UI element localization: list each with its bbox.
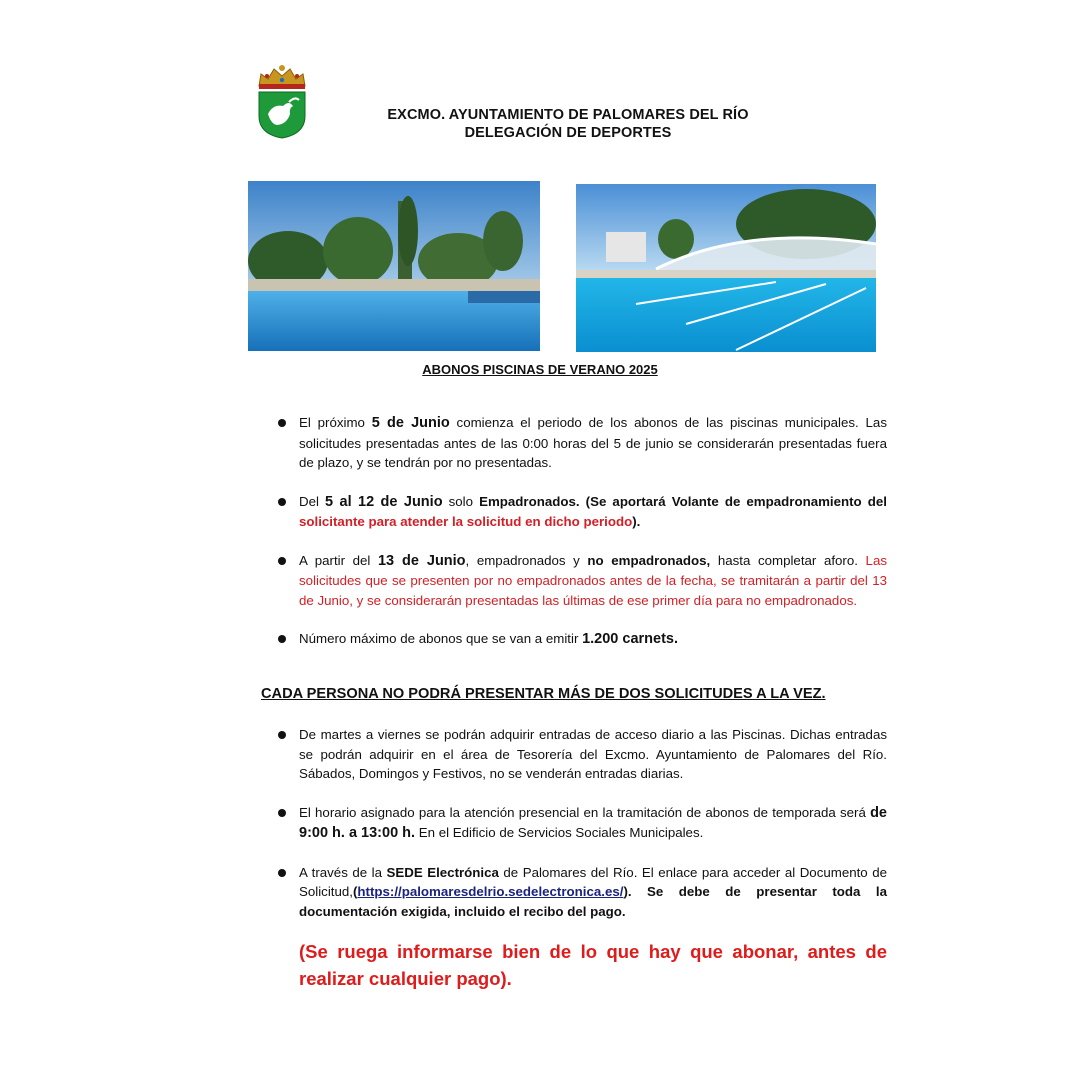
header-line-1: EXCMO. AYUNTAMIENTO DE PALOMARES DEL RÍO [387, 107, 749, 123]
bullet-icon [278, 731, 286, 739]
list-item: El horario asignado para la atención presencial en la tramitación de abonos de temporada será de 9:00 h. a 13:00 h. En el Edificio de Servicios Sociales Municipales. [278, 803, 887, 844]
list-item: A partir del 13 de Junio, empadronados y no empadronados, hasta completar aforo. Las solicitudes que se presenten por no empadronados antes de la fecha, se tramitarán a partir del 13 de Junio, y se considerarán presentadas las últimas de ese primer día para no empadronados. [278, 551, 887, 611]
municipal-crest-logo [255, 62, 309, 140]
list-item: El próximo 5 de Junio comienza el periodo de los abonos de las piscinas municipales. Las solicitudes presentadas antes de las 0:00 horas del 5 de junio se considerarán presentadas fuera de plazo, y se tendrán por no presentadas. [278, 413, 887, 473]
institution-header [330, 106, 806, 142]
list-item: De martes a viernes se podrán adquirir entradas de acceso diario a las Piscinas. Dichas entradas se podrán adquirir en el área de Tesorería del Excmo. Ayuntamiento de Palomares del Río. Sábados, Domingos y Festivos, no se venderán entradas diarias. [278, 725, 887, 784]
covered-pool-photo [576, 184, 876, 352]
conditions-list [278, 413, 887, 650]
info-list [278, 725, 887, 921]
page-title: ABONOS PISCINAS DE VERANO 2025 [422, 362, 658, 377]
sede-electronica-link[interactable]: https://palomaresdelrio.sedelectronica.es/ [357, 884, 624, 899]
notice-heading: CADA PERSONA NO PODRÁ PRESENTAR MÁS DE DOS SOLICITUDES A LA VEZ. [261, 686, 826, 702]
bullet-icon [278, 869, 286, 877]
list-item: Del 5 al 12 de Junio solo Empadronados. (Se aportará Volante de empadronamiento del solicitante para atender la solicitud en dicho periodo). [278, 492, 887, 532]
bullet-icon [278, 498, 286, 506]
bullet-icon [278, 635, 286, 643]
payment-warning: (Se ruega informarse bien de lo que hay que abonar, antes de realizar cualquier pago). [299, 941, 887, 989]
bullet-icon [278, 557, 286, 565]
header-line-2: DELEGACIÓN DE DEPORTES [464, 125, 672, 141]
bullet-icon [278, 419, 286, 427]
outdoor-pool-photo [248, 181, 540, 351]
list-item: A través de la SEDE Electrónica de Palomares del Río. El enlace para acceder al Documento de Solicitud,(https://palomaresdelrio.sedelectronica.es/). Se debe de presentar toda la documentación exigida, incluido el recibo del pago. [278, 863, 887, 922]
list-item: Número máximo de abonos que se van a emitir 1.200 carnets. [278, 629, 887, 650]
bullet-icon [278, 809, 286, 817]
